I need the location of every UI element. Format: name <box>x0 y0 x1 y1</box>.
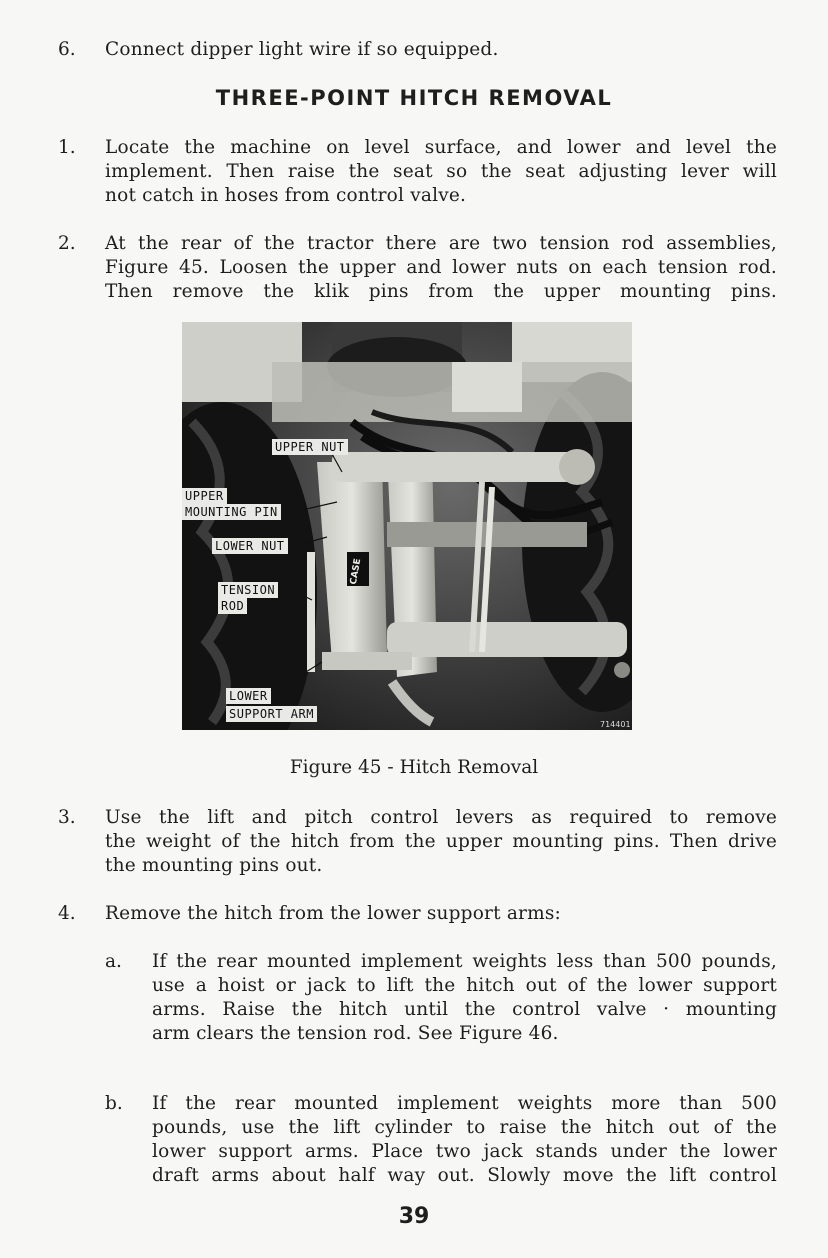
step-3-line-2: the weight of the hitch from the upper mounting pins. Then drive <box>105 831 777 852</box>
callout-lower-nut: LOWER NUT <box>212 538 288 554</box>
step-4-number: 4. <box>58 903 76 924</box>
step-4a-line-4: arm clears the tension rod. See Figure 46. <box>152 1023 559 1044</box>
step-4b-line-3: lower support arms. Place two jack stands under the lower <box>152 1141 777 1162</box>
callout-tension-rod-line2: ROD <box>218 598 247 614</box>
step-2-line-1: At the rear of the tractor there are two tension rod assemblies, <box>105 233 777 254</box>
callout-upper-mounting-pin-line2: MOUNTING PIN <box>182 504 281 520</box>
step-1-number: 1. <box>58 137 76 158</box>
callout-upper-mounting-pin-line1: UPPER <box>182 488 227 504</box>
step-4a-line-1: If the rear mounted implement weights less than 500 pounds, <box>152 951 777 972</box>
section-heading: THREE-POINT HITCH REMOVAL <box>215 86 613 110</box>
page-number: 39 <box>398 1204 430 1229</box>
callout-lower-support-arm-line1: LOWER <box>226 688 271 704</box>
step-2-line-2: Figure 45. Loosen the upper and lower nuts on each tension rod. <box>105 257 777 278</box>
step-1-line-3: not catch in hoses from control valve. <box>105 185 467 206</box>
hitch-photo <box>182 322 632 730</box>
step-3-line-3: the mounting pins out. <box>105 855 323 876</box>
step-4-line-1: Remove the hitch from the lower support arms: <box>105 903 561 924</box>
step-4b-line-1: If the rear mounted implement weights more than 500 <box>152 1093 777 1114</box>
photo-id: 714401 <box>600 720 631 729</box>
step-1-line-2: implement. Then raise the seat so the seat adjusting lever will <box>105 161 777 182</box>
step-2-number: 2. <box>58 233 76 254</box>
figure-caption: Figure 45 - Hitch Removal <box>289 757 539 778</box>
step-3-number: 3. <box>58 807 76 828</box>
step-1-line-1: Locate the machine on level surface, and lower and level the <box>105 137 777 158</box>
step-4a-letter: a. <box>105 951 122 972</box>
callout-tension-rod-line1: TENSION <box>218 582 278 598</box>
step-4b-line-2: pounds, use the lift cylinder to raise the hitch out of the <box>152 1117 777 1138</box>
step-4b-letter: b. <box>105 1093 123 1114</box>
step-2-line-3: Then remove the klik pins from the upper mounting pins. <box>105 281 777 302</box>
brand-mark: CASE <box>348 557 364 586</box>
step-6-number: 6. <box>58 39 76 60</box>
step-4a-line-3: arms. Raise the hitch until the control valve · mounting <box>152 999 777 1020</box>
step-4a-line-2: use a hoist or jack to lift the hitch out of the lower support <box>152 975 777 996</box>
step-3-line-1: Use the lift and pitch control levers as required to remove <box>105 807 777 828</box>
step-4b-line-4: draft arms about half way out. Slowly move the lift control <box>152 1165 777 1186</box>
step-6-text: Connect dipper light wire if so equipped. <box>105 39 499 60</box>
callout-upper-nut: UPPER NUT <box>272 439 348 455</box>
hitch-illustration <box>182 322 632 730</box>
callout-lower-support-arm-line2: SUPPORT ARM <box>226 706 317 722</box>
